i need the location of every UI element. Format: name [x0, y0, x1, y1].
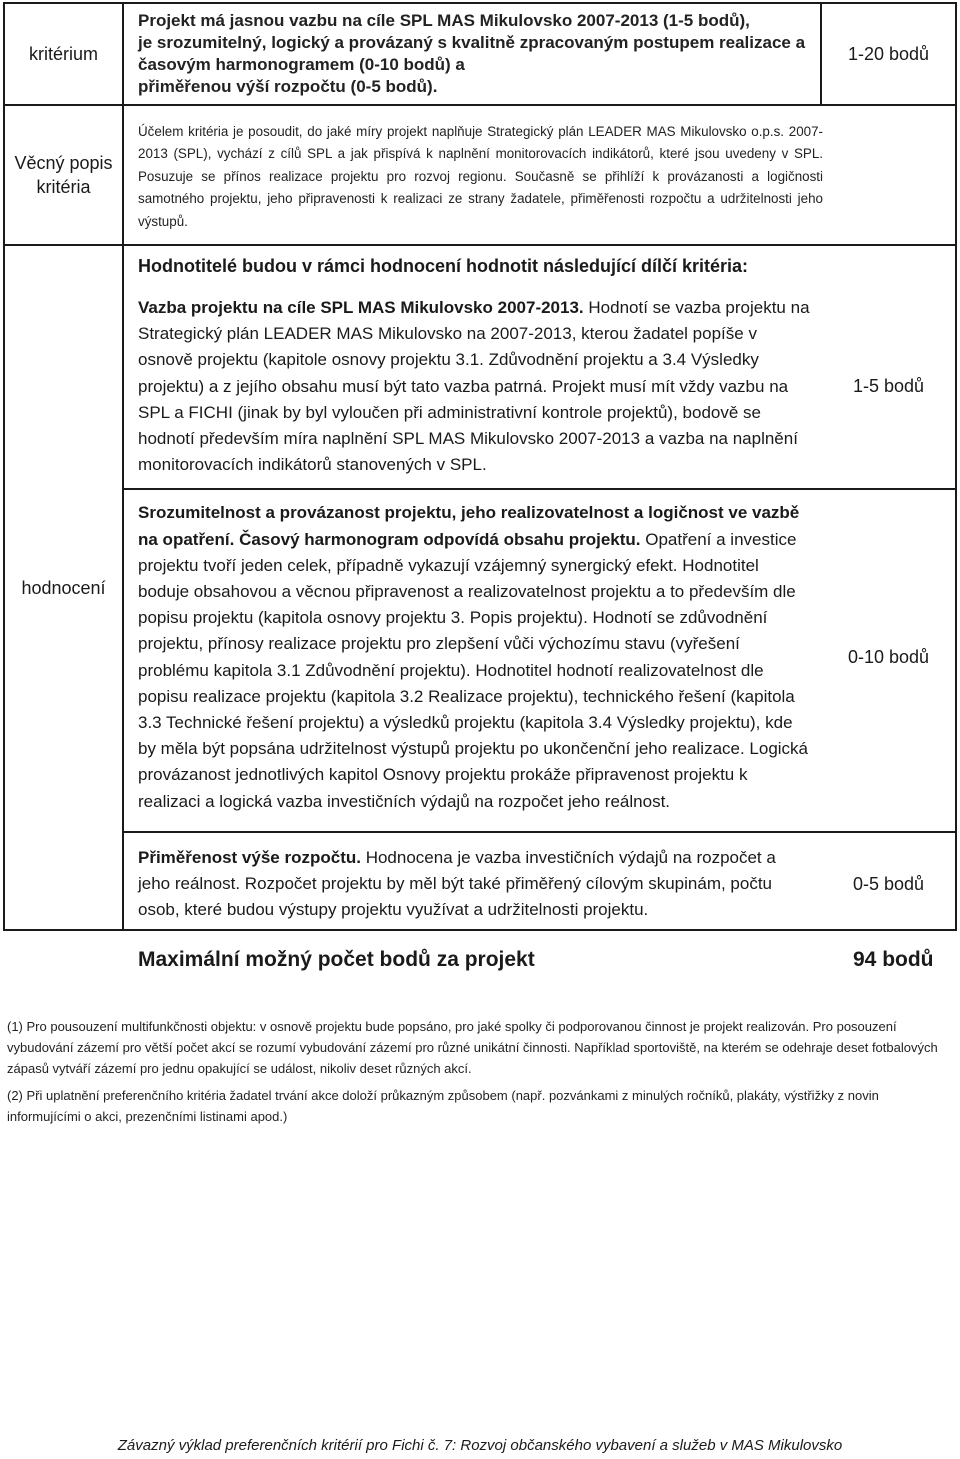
subcriterion-2 — [124, 488, 955, 830]
criterion-points: 1-20 bodů — [821, 3, 956, 105]
description-text: Účelem kritéria je posoudit, do jaké míry projekt naplňuje Strategický plán LEADER MAS Mikulovsko o.p.s. 2007-2013 (SPL), vychází z cílů SPL a jak přispívá k naplnění monitorovacích indikátorů, které jsou uvedeny v SPL. Posuzuje se přínos realizace projektu pro rozvoj regionu. Současně se přihlíží k provázanosti a logičnosti samotného projektu, jeho připravenosti k realizaci ze strany žadatele, přiměřenosti rozpočtu a udržitelnosti jeho výstupů. — [138, 123, 823, 229]
subcriterion-2-text — [124, 500, 822, 814]
criterion-row — [4, 3, 956, 105]
subcriterion-2-title: Srozumitelnost a provázanost projektu, jeho realizovatelnost a logičnost ve vazbě na opatření. Časový harmonogram odpovídá obsahu projektu. — [138, 503, 800, 549]
footnotes — [7, 1016, 955, 1133]
subcriterion-1-points: 1-5 bodů — [852, 376, 925, 397]
subcriterion-2-body: Opatření a investice projektu tvoří jeden celek, případně vykazují vzájemný synergický efekt. Hodnotitel boduje obsahovou a věcnou připravenost a realizovatelnost projektu a to především dle popisu projektu (kapitola osnovy projektu 3. Popis projektu). Hodnotí se zdůvodnění projektu, přínosy realizace projektu pro zlepšení vůči výchozímu stavu (vyřešení problému kapitola 3.1 Zdůvodnění projektu). Hodnotitel hodnotí realizovatelnost dle popisu realizace projektu (kapitola 3.2 Realizace projektu), technického řešení (kapitola 3.3 Technické řešení projektu) a výsledků projektu (kapitola 3.4 Výsledky projektu), kde by měla být popsána udržitelnost výstupů projektu po ukončenční jeho realizace. Logická provázanost jednotlivých kapitol Osnovy projektu prokáže připravenost projektu k realizaci a logická vazba investičních výdajů na rozpočet jeho reálnost. — [138, 529, 809, 811]
footnote: (2) Při uplatnění preferenčního kritéria žadatel trvání akce doloží průkazným způsobem (např. pozvánkami z minulých ročníků, plakáty, výstřižky z novin informujícími o akci, prezenčními listinami apod.) — [7, 1088, 879, 1124]
subcriterion-1-text — [124, 295, 822, 478]
criterion-line: je srozumitelný, logický a provázaný s kvalitně zpracovaným postupem realizace a — [138, 33, 806, 52]
description-row — [4, 105, 956, 245]
evaluation-heading: Hodnotitelé budou v rámci hodnocení hodnotit následující dílčí kritéria: — [138, 256, 749, 276]
subcriterion-1 — [124, 295, 955, 488]
max-points-value: 94 bodů — [853, 948, 934, 971]
subcriterion-3-body: Hodnocena je vazba investičních výdajů na rozpočet a jeho reálnost. Rozpočet projektu by měl být také přiměřený cílovým skupinám, počtu osob, které budou výstupy projektu využívat a udržitelnosti projektu. — [138, 847, 776, 920]
criterion-line: přiměřenou výší rozpočtu (0-5 bodů). — [138, 77, 438, 96]
criterion-line: časovým harmonogramem (0-10 bodů) a — [138, 55, 465, 74]
subcriterion-3-points: 0-5 bodů — [852, 873, 925, 894]
footnote: (1) Pro pousouzení multifunkčnosti objektu: v osnově projektu bude popsáno, pro jaké spolky či podporovanou činnost je projekt realizován. Pro posouzení vybudování zázemí pro větší počet akcí se rozumí vybudování zázemí pro různé unikátní činnosti. Například sportoviště, na kterém se odehraje deset fotbalových zápasů vytváří zázemí pro jednu opakující se událost, nikoliv deset různých akcí. — [7, 1019, 938, 1076]
subcriterion-3-title: Přiměřenost výše rozpočtu. — [138, 847, 361, 867]
description-label: Věcný popis kritéria — [4, 105, 123, 245]
subcriterion-3-text — [124, 845, 822, 924]
evaluation-row — [4, 245, 956, 930]
description-cell — [123, 105, 956, 245]
criterion-line: Projekt má jasnou vazbu na cíle SPL MAS Mikulovsko 2007-2013 (1-5 bodů), — [138, 11, 750, 30]
evaluation-cell — [123, 245, 956, 930]
criterion-label: kritérium — [4, 3, 123, 105]
criterion-text — [138, 8, 808, 100]
evaluation-label: hodnocení — [4, 245, 123, 930]
criteria-table — [3, 2, 957, 931]
subcriterion-1-body: Hodnotí se vazba projektu na Strategický plán LEADER MAS Mikulovsko na 2007-2013, kterou žadatel popíše v osnově projektu (kapitole osnovy projektu 3.1. Zdůvodnění projektu a 3.4 Výsledky projektu) a z jejího obsahu musí být tato vazba patrná. Projekt musí mít vždy vazbu na SPL a FICHI (jinak by byl vyloučen při administrativní kontrole projektů), bodově se hodnotí především míra naplnění SPL MAS Mikulovsko 2007-2013 a vazba na naplnění monitorovacích indikátorů stanovených v SPL. — [138, 298, 810, 475]
page-footer: Závazný výklad preferenčních kritérií pro Fichi č. 7: Rozvoj občanského vybavení a služeb v MAS Mikulovsko — [117, 1437, 843, 1454]
max-points-label: Maximální možný počet bodů za projekt — [138, 948, 535, 971]
subcriterion-1-title: Vazba projektu na cíle SPL MAS Mikulovsko 2007-2013. — [138, 298, 584, 317]
subcriterion-3 — [124, 831, 955, 930]
criterion-text-cell — [123, 3, 821, 105]
subcriterion-2-points: 0-10 bodů — [847, 647, 930, 668]
